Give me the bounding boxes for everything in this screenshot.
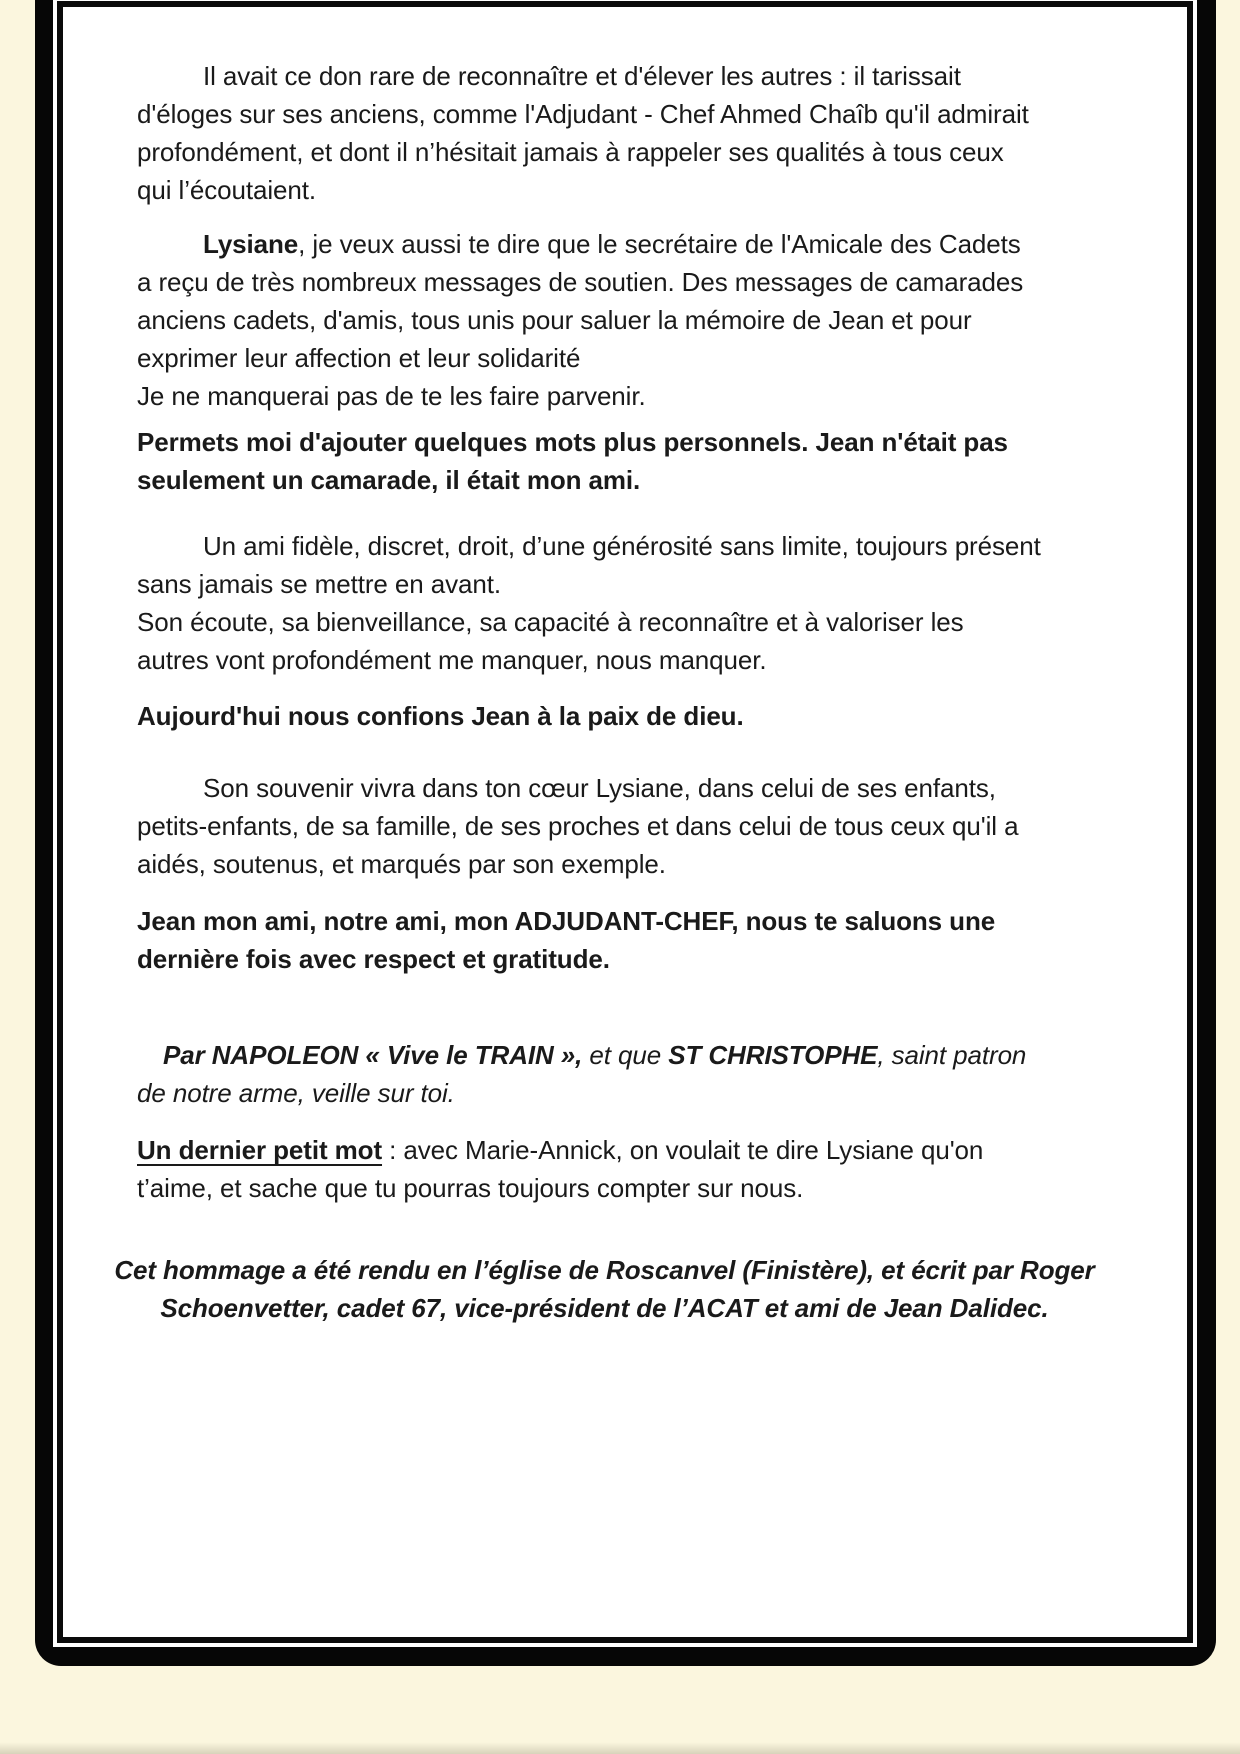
paragraph-napoleon bbox=[137, 1036, 1042, 1112]
text-run: Un ami fidèle, discret, droit, d’une générosité sans limite, toujours présent sans jamais se mettre en avant. bbox=[137, 531, 1041, 599]
paragraph-dernier-mot bbox=[137, 1131, 1042, 1207]
paragraph-hommage bbox=[79, 1251, 1130, 1327]
document-frame bbox=[35, 0, 1216, 1666]
text-run: Son souvenir vivra dans ton cœur Lysiane, dans celui de ses enfants, petits-enfants, de sa famille, de ses proches et dans celui de tous ceux qu'il a aidés, soutenus, et marqués par son exemple. bbox=[137, 773, 1019, 879]
text-run: Il avait ce don rare de reconnaître et d'élever les autres : il tarissait d'éloges sur ses anciens, comme l'Adjudant - Chef Ahmed Chaîb qu'il admirait profondément, et dont il n’hésitait jamais à rappeler ses qualités à tous ceux qui l’écoutaient. bbox=[137, 61, 1029, 205]
text-run-bold-italic: Cet hommage a été rendu en l’église de Roscanvel (Finistère), et écrit par Roger Schoenvetter, cadet 67, vice-président de l’ACAT et ami de Jean Dalidec. bbox=[114, 1255, 1095, 1323]
text-run: , je veux aussi te dire que le secrétaire de l'Amicale des Cadets a reçu de très nombreux messages de soutien. Des messages de camarades anciens cadets, d'amis, tous unis pour saluer la mémoire de Jean et pour exprimer leur affection et leur solidarité bbox=[137, 229, 1024, 373]
paragraph-souvenir bbox=[137, 769, 1042, 883]
text-run-bold-underline: Un dernier petit mot bbox=[137, 1135, 383, 1165]
text-run-bold: Jean mon ami, notre ami, mon ADJUDANT-CHEF, nous te saluons une dernière fois avec respect et gratitude. bbox=[137, 906, 996, 974]
text-run-bold: Aujourd'hui nous confions Jean à la paix de dieu. bbox=[137, 701, 744, 731]
bottom-edge-shadow bbox=[0, 1742, 1240, 1754]
document-content bbox=[63, 7, 1187, 1637]
text-run-bold: Lysiane bbox=[203, 229, 299, 259]
text-run-italic: , saint patron de notre arme, veille sur toi. bbox=[137, 1040, 1027, 1108]
text-run: Je ne manquerai pas de te les faire parvenir. bbox=[137, 381, 646, 411]
paragraph-lysiane-messages bbox=[137, 225, 1042, 415]
text-run: : avec Marie-Annick, on voulait te dire Lysiane qu'on t’aime, et sache que tu pourras toujours compter sur nous. bbox=[137, 1135, 984, 1203]
text-run-italic: et que bbox=[589, 1040, 669, 1070]
paragraph-don-rare bbox=[137, 57, 1042, 209]
paragraph-mots-personnels bbox=[137, 423, 1042, 499]
text-run-bold-italic: ST CHRISTOPHE bbox=[668, 1040, 878, 1070]
text-run: Son écoute, sa bienveillance, sa capacité à reconnaître et à valoriser les autres vont profondément me manquer, nous manquer. bbox=[137, 607, 964, 675]
text-run-bold-italic: Par NAPOLEON « Vive le TRAIN », bbox=[163, 1040, 590, 1070]
paragraph-salut-final bbox=[137, 902, 1042, 978]
text-run-bold: Permets moi d'ajouter quelques mots plus personnels. Jean n'était pas seulement un camarade, il était mon ami. bbox=[137, 427, 1008, 495]
paragraph-ami-fidele bbox=[137, 527, 1042, 679]
paragraph-paix-de-dieu bbox=[137, 697, 1042, 735]
document-paper bbox=[57, 1, 1193, 1643]
frame-gap bbox=[53, 0, 1197, 1647]
